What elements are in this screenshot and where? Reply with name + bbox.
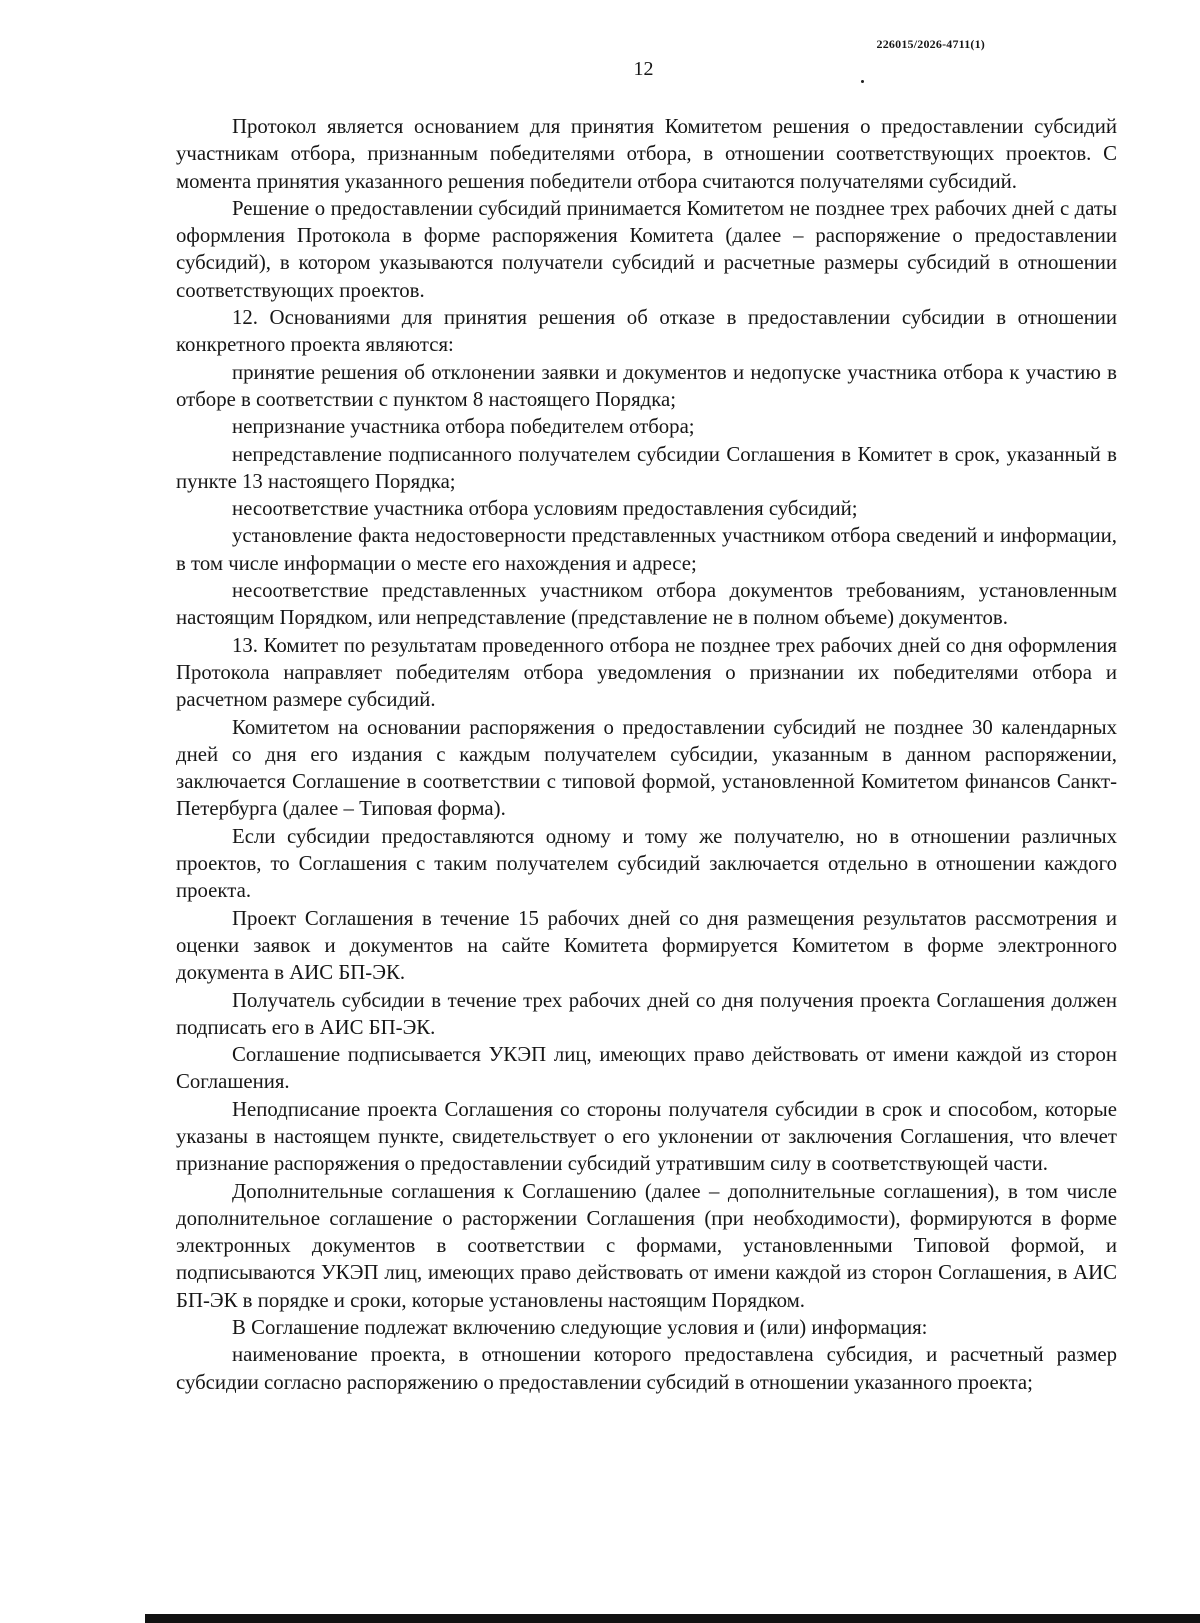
paragraph: Решение о предоставлении субсидий принимается Комитетом не позднее трех рабочих дней с даты оформления Протокола в форме распоряжения Комитета (далее – распоряжение о предоставлении субсидий), в котором указываются получатели субсидий и расчетные размеры субсидий в отношении соответствующих проектов. [176,196,1117,302]
document-body [176,113,1117,1396]
page-number: 12 [633,58,654,80]
paragraph: 13. Комитет по результатам проведенного отбора не позднее трех рабочих дней со дня оформления Протокола направляет победителям отбора уведомления о признании их победителями отбора и расчетном размере субсидий. [176,633,1117,712]
paragraph: 12. Основаниями для принятия решения об отказе в предоставлении субсидии в отношении конкретного проекта являются: [176,306,1117,357]
paragraph: несоответствие участника отбора условиям предоставления субсидий; [232,497,858,521]
paragraph: В Соглашение подлежат включению следующие условия и (или) информация: [232,1316,928,1340]
paragraph: Неподписание проекта Соглашения со стороны получателя субсидии в срок и способом, которые указаны в настоящем пункте, свидетельствует о его уклонении от заключения Соглашения, что влечет признание распоряжения о предоставлении субсидий утратившим силу в соответствующей части. [176,1097,1117,1176]
paragraph: Получатель субсидии в течение трех рабочих дней со дня получения проекта Соглашения должен подписать его в АИС БП-ЭК. [176,988,1117,1039]
scan-bottom-edge [145,1614,1200,1623]
paragraph: принятие решения об отклонении заявки и документов и недопуске участника отбора к участию в отборе в соответствии с пунктом 8 настоящего Порядка; [176,360,1117,411]
paragraph: Если субсидии предоставляются одному и тому же получателю, но в отношении различных проектов, то Соглашения с таким получателем субсидий заключается отдельно в отношении каждого проекта. [176,824,1117,903]
document-registration-number: 226015/2026-4711(1) [876,37,985,51]
paragraph: несоответствие представленных участником отбора документов требованиям, установленным настоящим Порядком, или непредставление (представление не в полном объеме) документов. [176,579,1117,630]
paragraph: установление факта недостоверности представленных участником отбора сведений и информации, в том числе информации о месте его нахождения и адресе; [176,524,1117,575]
paragraph: Дополнительные соглашения к Соглашению (далее – дополнительные соглашения), в том числе дополнительное соглашение о расторжении Соглашения (при необходимости), формируются в форме электронных документов в соответствии с формами, установленными Типовой формой, и подписываются УКЭП лиц, имеющих право действовать от имени каждой из сторон Соглашения, в АИС БП-ЭК в порядке и сроки, которые установлены настоящим Порядком. [176,1179,1117,1312]
paragraph: Соглашение подписывается УКЭП лиц, имеющих право действовать от имени каждой из сторон Соглашения. [176,1043,1117,1094]
paragraph: непредставление подписанного получателем субсидии Соглашения в Комитет в срок, указанный в пункте 13 настоящего Порядка; [176,442,1117,493]
paragraph: наименование проекта, в отношении которого предоставлена субсидия, и расчетный размер субсидии согласно распоряжению о предоставлении субсидий в отношении указанного проекта; [176,1343,1117,1394]
paragraph: Комитетом на основании распоряжения о предоставлении субсидий не позднее 30 календарных дней со дня его издания с каждым получателем субсидии, указанным в данном распоряжении, заключается Соглашение в соответствии с типовой формой, установленной Комитетом финансов Санкт-Петербурга (далее – Типовая форма). [176,715,1117,821]
paragraph: Проект Соглашения в течение 15 рабочих дней со дня размещения результатов рассмотрения и оценки заявок и документов на сайте Комитета формируется Комитетом в форме электронного документа в АИС БП-ЭК. [176,906,1117,985]
scan-speck [861,80,864,83]
paragraph: Протокол является основанием для принятия Комитетом решения о предоставлении субсидий участникам отбора, признанным победителями отбора, в отношении соответствующих проектов. С момента принятия указанного решения победители отбора считаются получателями субсидий. [176,115,1117,193]
paragraph: непризнание участника отбора победителем отбора; [232,415,695,439]
